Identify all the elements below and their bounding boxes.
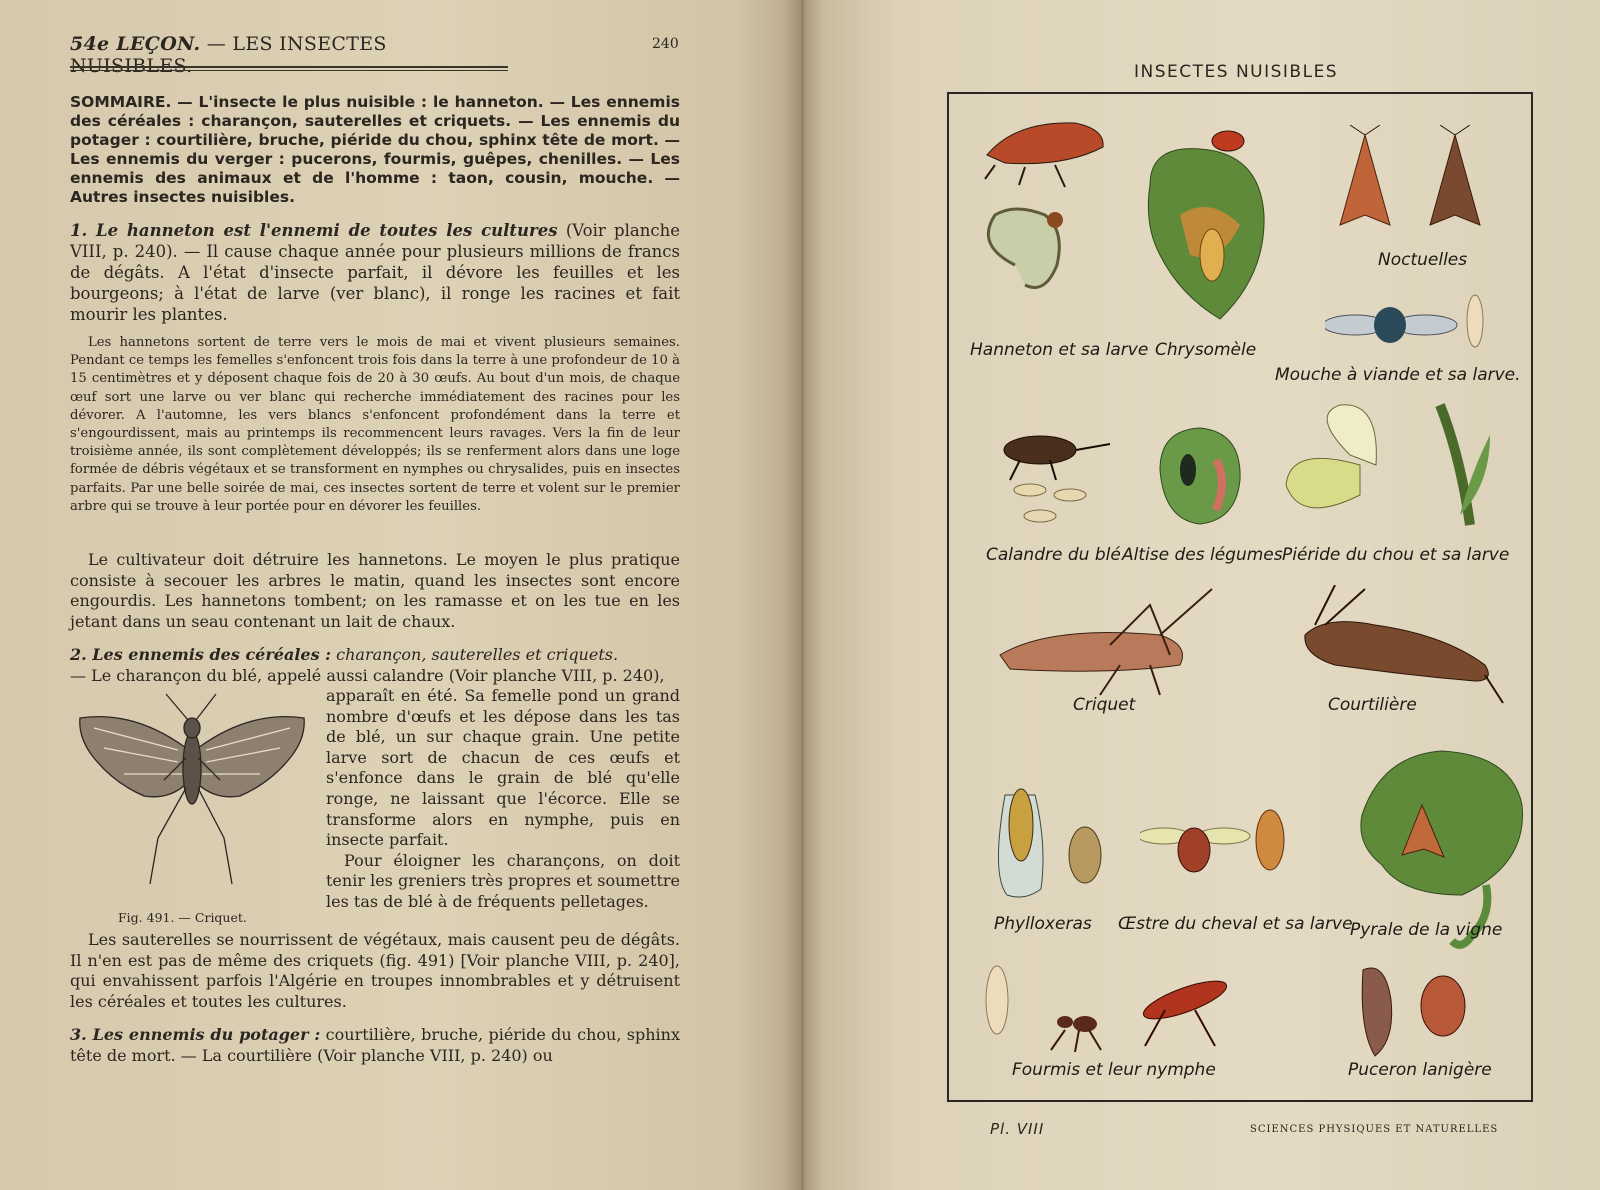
heading-hanneton: 1. Le hanneton est l'ennemi de toutes les cultures (70, 221, 558, 240)
label-hanneton: Hanneton et sa larve (970, 340, 1149, 360)
heading-cereales: 2. Les ennemis des céréales : (70, 645, 332, 664)
oestre-icon (1140, 800, 1290, 900)
sommaire: SOMMAIRE. — L'insecte le plus nuisible : le hanneton. — Les ennemis des céréales : charançon, sauterelles et criquets. — Les ennemis du potager : courtilière, bruche, piéride du chou, sphinx tête de mort. — Les ennemis du verger : pucerons, fourmis, guêpes, chenilles. — Les ennemis des animaux et de l'homme : taon, cousin, mouche. — Autres insectes nuisibles. (70, 93, 680, 206)
body-potager: courtilière, bruche, piéride du chou, sphinx tête de mort. — La courtilière (Voir planche VIII, p. 240) ou (70, 1025, 680, 1065)
label-mouche: Mouche à viande et sa larve. (1275, 365, 1521, 385)
paragraph-hanneton-detail: Les hannetons sortent de terre vers le mois de mai et vivent plusieurs semaines. Pendant ce temps les femelles s'enfoncent trois fois dans la terre à une profondeur de 10 à 15 centimètres et y déposent chaque fois de 20 à 30 œufs. Au bout d'un mois, de chaque œuf sort une larve ou ver blanc qui recherche immédiatement des racines pour les dévorer. A l'automne, les vers blancs s'enfoncent profondément dans la terre et s'engourdissent, mais au printemps ils recommencent leurs ravages. Vers la fin de leur troisième année, ils sont complètement développés; ils se renferment alors dans une loge formée de débris végétaux et se transforment en nymphes ou chrysalides, puis en insectes parfaits. Par une belle soirée de mai, ces insectes sortent de terre et volent sur le premier arbre qui se trouve à leur portée pour en dévorer les feuilles. (70, 335, 680, 514)
plate-footer: SCIENCES PHYSIQUES ET NATURELLES (1250, 1124, 1499, 1135)
courtiliere-icon (1295, 585, 1505, 705)
paragraph-sauterelles: Les sauterelles se nourrissent de végétaux, mais causent peu de dégâts. Il n'en est pas de même des criquets (fig. 491) [Voir planche VIII, p. 240], qui envahissent parfois l'Algérie en troupes innombrables et y détruisent les céréales et toutes les cultures. (70, 930, 680, 1011)
label-noctuelles: Noctuelles (1378, 250, 1468, 270)
criquet-icon (990, 585, 1230, 705)
fourmis-icon (985, 960, 1285, 1060)
altise-icon (1150, 420, 1250, 530)
label-calandre: Calandre du blé (986, 545, 1121, 565)
criquet-figure (74, 688, 310, 888)
lecon-number: 54e LEÇON. (70, 33, 201, 55)
label-pyrale: Pyrale de la vigne (1350, 920, 1503, 940)
puceron-icon (1355, 960, 1475, 1060)
label-puceron: Puceron lanigère (1348, 1060, 1492, 1080)
label-criquet: Criquet (1073, 695, 1136, 715)
heading-potager: 3. Les ennemis du potager : (70, 1025, 321, 1044)
label-phylloxeras: Phylloxeras (994, 914, 1092, 934)
header-rule (70, 66, 508, 68)
phylloxeras-icon (985, 755, 1105, 905)
label-pieride: Piéride du chou et sa larve (1282, 545, 1510, 565)
hanneton-icon (975, 115, 1115, 305)
charancon-line: — Le charançon du blé, appelé aussi calandre (Voir planche VIII, p. 240), (70, 665, 665, 685)
plate-number: Pl. VIII (990, 1120, 1045, 1138)
charancon-paragraph: apparaît en été. Sa femelle pond un grand nombre d'œufs et les dépose dans les tas de blé, un sur chaque grain. Une petite larve sort de chacun de ces œufs et s'enfonce dans le grain de blé qu'elle ronge, ne laissant que l'écorce. Elle se transforme alors en nymphe, puis en insecte parfait. (326, 686, 680, 850)
paragraph-cultivateur: Le cultivateur doit détruire les hannetons. Le moyen le plus pratique consiste à secouer les arbres le matin, quand les insectes sont encore engourdis. Les hannetons tombent; on les ramasse et on les tue en les jetant dans un seau contenant un lait de chaux. (70, 550, 680, 631)
label-courtiliere: Courtilière (1328, 695, 1417, 715)
mouche-icon (1325, 285, 1515, 360)
charancon-paragraph-2: Pour éloigner les charançons, on doit tenir les greniers très propres et soumettre les tas de blé à de fréquents pelletages. (326, 850, 680, 911)
chrysomele-icon (1140, 125, 1270, 325)
noctuelles-icon (1320, 125, 1500, 235)
book-gutter (782, 0, 822, 1190)
paragraph-potager (70, 1025, 680, 1066)
plate-title: INSECTES NUISIBLES (1134, 62, 1339, 82)
paragraph-cereales-heading (70, 645, 680, 686)
lecon-title: — LES INSECTES NUISIBLES. (70, 33, 387, 77)
label-altise: Altise des légumes (1122, 545, 1283, 565)
figure-caption: Fig. 491. — Criquet. (118, 910, 247, 925)
header-rule-thin (70, 70, 508, 71)
charancon-column (326, 686, 680, 913)
page-number: 240 (652, 36, 679, 52)
paragraph-hanneton (70, 220, 680, 325)
pieride-icon (1280, 395, 1510, 535)
body-hanneton: (Voir planche VIII, p. 240). — Il cause chaque année pour plusieurs millions de francs de dégâts. A l'état d'insecte parfait, il dévore les feuilles et les bourgeons; à l'état de larve (ver blanc), il ronge les racines et fait mourir les plantes. (70, 221, 680, 324)
calandre-icon (990, 420, 1120, 530)
label-chrysomele: Chrysomèle (1155, 340, 1257, 360)
label-oestre: Œstre du cheval et sa larve (1118, 914, 1353, 934)
heading-cereales-rest: charançon, sauterelles et criquets. (331, 645, 619, 664)
label-fourmis: Fourmis et leur nymphe (1012, 1060, 1216, 1080)
